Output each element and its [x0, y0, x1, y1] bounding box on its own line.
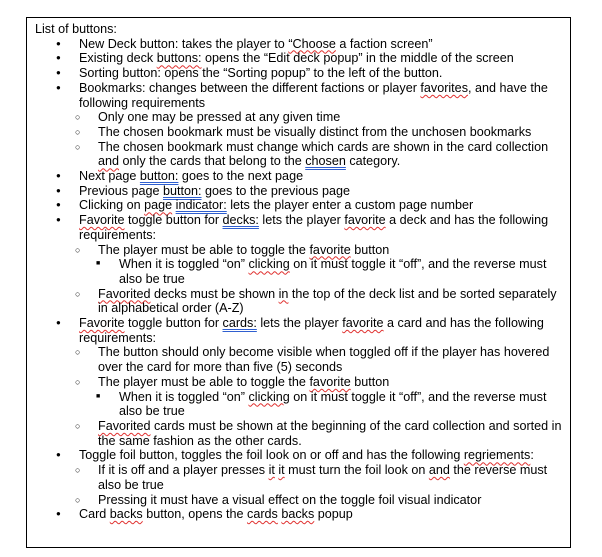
nested-list — [56, 110, 566, 169]
item-text: decks must be shown — [150, 286, 279, 301]
spellcheck-flagged-word: it — [278, 463, 285, 478]
sub-list-item — [56, 140, 566, 169]
item-text: toggle button for — [124, 316, 223, 331]
spellcheck-flagged-word: “Choose — [288, 36, 336, 51]
sub-list-item — [56, 110, 566, 125]
sub-list-item — [56, 287, 566, 316]
grammar-flagged-word: chosen — [305, 154, 346, 169]
item-text: The player must be able to toggle the — [98, 374, 310, 389]
item-text: a deck and has the following requirements: — [79, 213, 549, 242]
list-item — [35, 316, 566, 448]
item-text: a card and has the following requirements: — [79, 316, 544, 345]
spellcheck-flagged-word: in — [278, 286, 289, 301]
item-text: only the cards that belong to the — [119, 154, 306, 169]
item-text: lets the player — [256, 316, 343, 331]
item-text: popup — [314, 507, 353, 522]
grammar-flagged-word: indicator: — [175, 198, 227, 213]
item-text: goes to the next page — [178, 169, 304, 184]
list-item — [35, 198, 566, 213]
spellcheck-flagged-word: Favorite — [79, 316, 125, 331]
sub-sub-list-item — [76, 390, 566, 419]
button-requirements-list — [35, 37, 566, 522]
document-page — [26, 17, 571, 548]
item-text: a faction screen” — [335, 36, 433, 51]
grammar-flagged-word: cards: — [222, 316, 257, 331]
item-text: The player must be able to toggle the — [98, 242, 310, 257]
item-text: Bookmarks: changes between the different factions or player — [79, 80, 421, 95]
item-text: The chosen bookmark must change which cards are shown in the card collection — [98, 139, 549, 154]
item-text: Previous page — [79, 183, 164, 198]
item-text: button — [350, 242, 390, 257]
spellcheck-flagged-word: favorite — [342, 316, 384, 331]
spellcheck-flagged-word: backs — [281, 507, 315, 522]
item-text: The button should only become visible when toggled off if the player has hovered over the card for more than five (5) seconds — [98, 345, 550, 375]
item-text: Next page — [79, 169, 140, 184]
grammar-flagged-word: decks: — [222, 213, 259, 228]
spellcheck-flagged-word: favorite — [309, 374, 351, 389]
item-text: Toggle foil button, toggles the foil look on or off and has the following — [79, 448, 464, 463]
spellcheck-flagged-word: and — [428, 463, 450, 478]
nested-list — [56, 243, 566, 317]
spellcheck-flagged-word: clicking — [248, 257, 290, 272]
item-text: Pressing it must have a visual effect on the toggle foil visual indicator — [98, 492, 482, 507]
item-text: button, opens the — [142, 507, 248, 522]
spellcheck-flagged-word: buttons: — [156, 51, 202, 66]
nested-list — [76, 257, 566, 286]
item-text: opens the “Edit deck popup” in the middle of the screen — [201, 51, 514, 66]
item-text: Sorting button: opens the “Sorting popup” to the left of the button. — [79, 66, 443, 81]
spellcheck-flagged-word: favorite — [309, 242, 351, 257]
item-text: When it is toggled “on” — [119, 257, 249, 272]
list-item — [35, 507, 566, 522]
sub-list-item — [56, 375, 566, 419]
nested-list — [56, 345, 566, 448]
spellcheck-flagged-word: it — [268, 463, 275, 478]
item-text: toggle button for — [124, 213, 223, 228]
spellcheck-flagged-word: favorites — [420, 80, 468, 95]
item-text: : — [530, 448, 534, 463]
item-text: lets the player — [258, 213, 345, 228]
item-text: New Deck button: takes the player to — [79, 36, 289, 51]
item-text: goes to the previous page — [201, 183, 350, 198]
grammar-flagged-word: button: — [163, 183, 202, 198]
sub-list-item — [56, 345, 566, 374]
sub-list-item — [56, 125, 566, 140]
list-item — [35, 184, 566, 199]
list-item — [35, 448, 566, 507]
item-text: button — [350, 374, 390, 389]
sub-list-item — [56, 463, 566, 492]
spellcheck-flagged-word: Favorited — [98, 418, 151, 433]
spellcheck-flagged-word: cards — [247, 507, 278, 522]
item-text: category. — [345, 154, 401, 169]
item-text: Only one may be pressed at any given time — [98, 110, 341, 125]
spellcheck-flagged-word: page — [144, 198, 173, 213]
list-item — [35, 51, 566, 66]
spellcheck-flagged-word: favorite — [344, 213, 386, 228]
list-item — [35, 37, 566, 52]
item-text: Card — [79, 507, 110, 522]
sub-sub-list-item — [76, 257, 566, 286]
list-item — [35, 66, 566, 81]
item-text: The chosen bookmark must be visually distinct from the unchosen bookmarks — [98, 124, 532, 139]
item-text: on it must toggle it “off”, and the reverse must also be true — [119, 389, 547, 419]
item-text: Clicking on — [79, 198, 145, 213]
list-item — [35, 213, 566, 316]
sub-list-item — [56, 419, 566, 448]
sub-list-item — [56, 493, 566, 508]
spellcheck-flagged-word: Favorite — [79, 213, 125, 228]
item-text: When it is toggled “on” — [119, 389, 249, 404]
spellcheck-flagged-word: backs — [109, 507, 143, 522]
item-text: lets the player enter a custom page number — [226, 198, 474, 213]
item-text: on it must toggle it “off”, and the reverse must also be true — [119, 257, 547, 286]
nested-list — [76, 390, 566, 419]
spellcheck-flagged-word: and — [98, 154, 120, 169]
grammar-flagged-word: button: — [139, 169, 179, 184]
item-text: , and have the following requirements — [79, 80, 548, 110]
list-item — [35, 81, 566, 169]
item-text: Existing deck — [79, 51, 157, 66]
item-text: the reverse must also be true — [98, 463, 548, 492]
item-text: must turn the foil look on — [284, 463, 429, 478]
spellcheck-flagged-word: regriements — [463, 448, 531, 463]
item-text: the top of the deck list and be sorted separately in alphabetical order (A-Z) — [98, 286, 557, 316]
nested-list — [56, 463, 566, 507]
list-item — [35, 169, 566, 184]
list-title: List of buttons: — [35, 22, 117, 36]
item-text: cards must be shown at the beginning of the card collection and sorted in the same fashion as the other cards. — [98, 418, 562, 448]
sub-list-item — [56, 243, 566, 287]
spellcheck-flagged-word: Favorited — [98, 286, 151, 301]
item-text: If it is off and a player presses — [98, 463, 269, 478]
spellcheck-flagged-word: clicking — [248, 389, 290, 404]
